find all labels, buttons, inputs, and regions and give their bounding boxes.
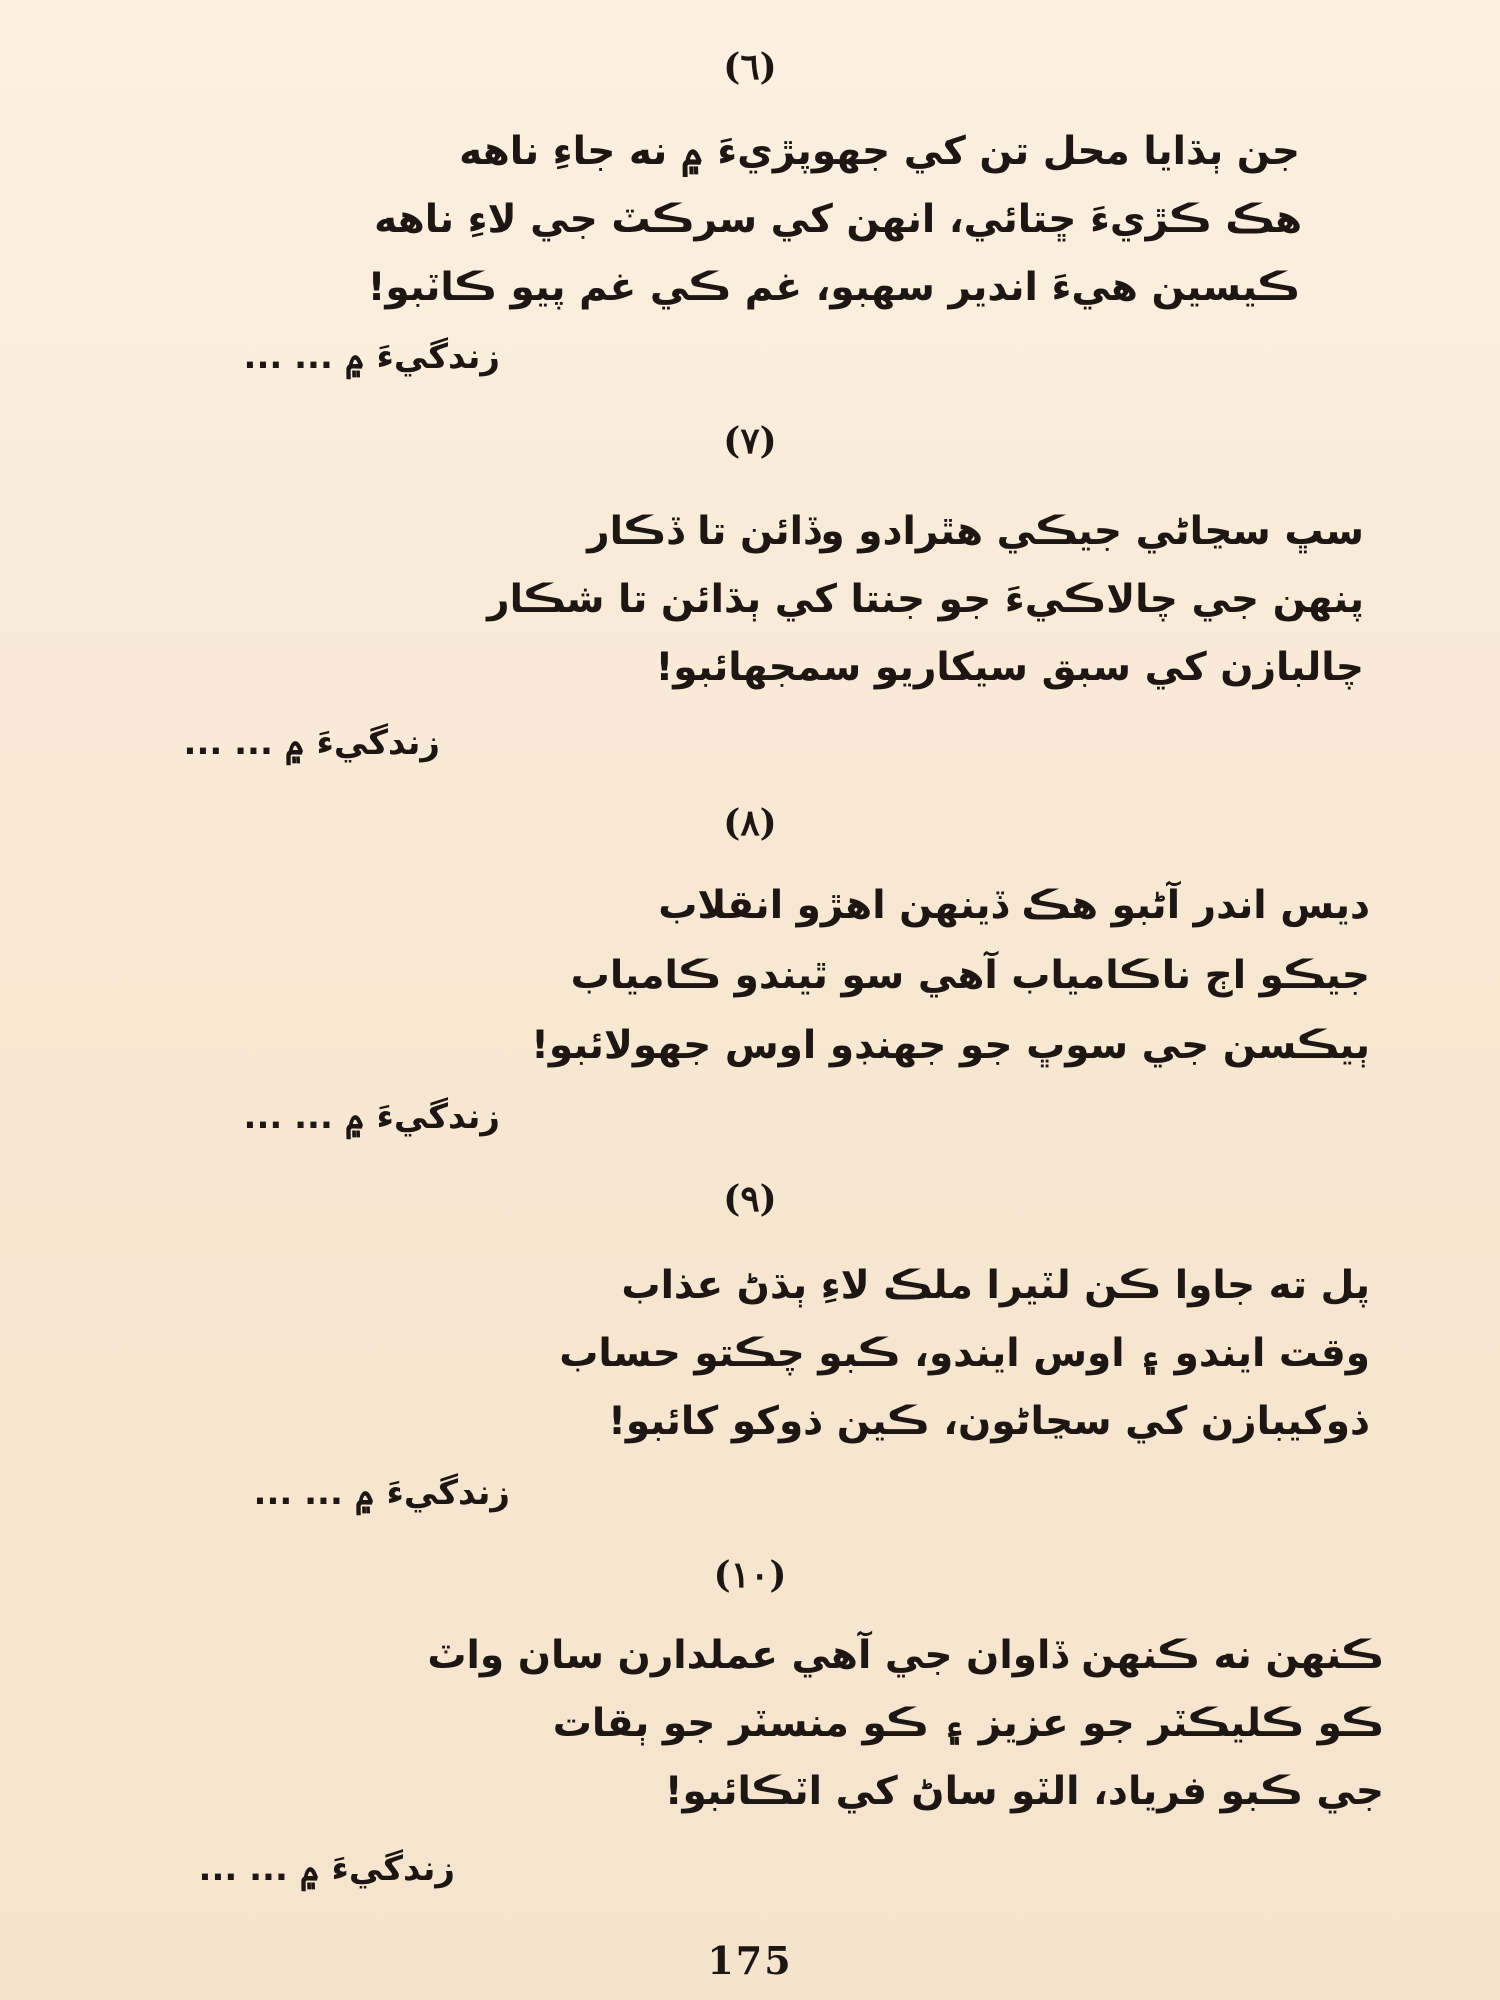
verse-line: جن ٻڌايا محل تن کي جهوپڙيءَ ۾ نه جاءِ ناهه <box>459 129 1300 174</box>
verse-line: جي ڪبو فرياد، الٽو ساڻ کي اٽڪائبو! <box>664 1769 1384 1814</box>
verse-line: ڪو ڪليڪٽر جو عزيز ۽ ڪو منسٽر جو ٻقات <box>552 1701 1384 1746</box>
stanza-number: (٩) <box>723 1178 777 1220</box>
refrain: زندگيءَ ۾ ... ... <box>198 1849 455 1889</box>
verse-line: ڪيسين هيءَ اندير سهبو، غم ڪي غم پيو ڪاٽبو! <box>367 265 1300 310</box>
verse-line: وقت ايندو ۽ اوس ايندو، ڪبو چڪتو حساب <box>559 1331 1370 1376</box>
page-number: 175 <box>707 1938 793 1983</box>
verse-line: پنهن جي چالاڪيءَ جو جنتا کي ٻڌائن تا شڪار <box>487 577 1364 622</box>
refrain: زندگيءَ ۾ ... ... <box>183 723 440 763</box>
stanza-number: (٨) <box>723 802 777 844</box>
verse-line: ڪنهن نه ڪنهن ڏاوان جي آهي عملدارن سان واٽ <box>427 1633 1384 1678</box>
verse-line: جيڪو اڄ ناڪامياب آهي سو ٿيندو ڪامياب <box>570 953 1370 998</box>
verse-line: ديس اندر آڻبو هڪ ڏينهن اهڙو انقلاب <box>658 883 1370 928</box>
stanza-number: (١٠) <box>713 1554 787 1596</box>
verse-line: ذوکيبازن کي سڃاڻون، ڪين ذوکو کائبو! <box>608 1399 1370 1444</box>
verse-line: هڪ ڪڙيءَ ڇتائي، انهن کي سرڪٽ جي لاءِ ناهه <box>374 197 1302 242</box>
stanza-number: (٧) <box>723 420 777 462</box>
refrain: زندگيءَ ۾ ... ... <box>253 1473 510 1513</box>
verse-line: پل ته جاوا ڪن لٽيرا ملڪ لاءِ ٻڌڻ عذاب <box>621 1263 1370 1308</box>
verse-line: ٻيڪسن جي سوڀ جو جهنڊو اوس جهولائبو! <box>531 1023 1370 1068</box>
refrain: زندگيءَ ۾ ... ... <box>243 1097 500 1137</box>
stanza-number: (٦) <box>723 46 777 88</box>
verse-line: چالبازن کي سبق سيکاريو سمجهائبو! <box>655 645 1364 690</box>
refrain: زندگيءَ ۾ ... ... <box>243 337 500 377</box>
verse-line: سڀ سڃاڻي جيڪي هٿرادو وڏائن تا ڏڪار <box>587 509 1364 554</box>
